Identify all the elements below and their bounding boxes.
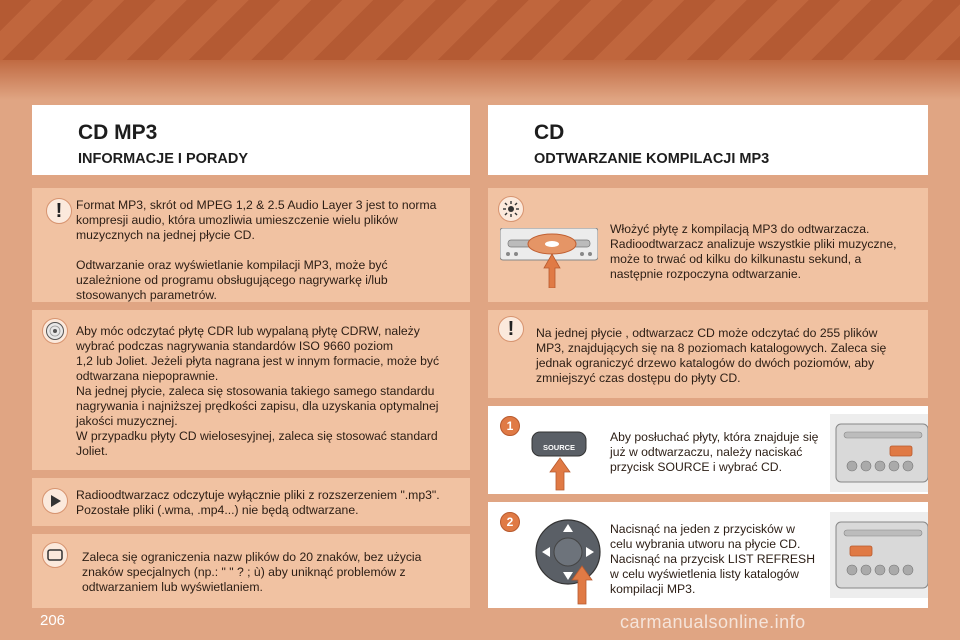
- right-header: [488, 105, 928, 175]
- info-section-file-limits: [488, 310, 928, 398]
- source-button-illustration: [530, 428, 588, 492]
- source-button-label: SOURCE: [542, 443, 576, 452]
- step-section-list-refresh: [488, 502, 928, 608]
- display-icon: [42, 542, 68, 568]
- section-text: Format MP3, skrót od MPEG 1,2 & 2.5 Audio Layer 3 jest to norma kompresji audio, która umozliwia umieszczenie wielu plików muzycznych na jednej płycie CD. Odtwarzanie oraz wyświetlanie kompilacji MP3, może być uzależnione od programu obsługującego nagrywarkę i/lub stosowanych parametrów.: [76, 198, 437, 302]
- info-section-mp3-format: [32, 188, 470, 302]
- section-text: Zaleca się ograniczenia nazw plików do 20 znaków, bez użycia znaków specjalnych (np.: " " ? ; ù) aby uniknąć problemów z odtwarzaniem lub wyświetlaniem.: [82, 550, 422, 594]
- exclamation-icon: !: [46, 198, 72, 224]
- section-text: Aby móc odczytać płytę CDR lub wypalaną płytę CDRW, należy wybrać podczas nagrywania standardów ISO 9660 poziom 1,2 lub Joliet. Jeżeli płyta nagrana jest w innym formacie, może być odtwarzana niepoprawnie. Na jednej płycie, zaleca się stosowania takiego samego standardu nagrywania i najniższej prędkości zapisu, dla uzyskania optymalnej jakości muzycznej. W przypadku płyty CD wielosesyjnej, zaleca się stosować standard Joliet.: [76, 324, 440, 458]
- section-text: Nacisnąć na jeden z przycisków w celu wybrania utworu na płycie CD. Nacisnąć na przycisk LIST REFRESH w celu wyświetlenia listy katalogów kompilacji MP3.: [610, 522, 815, 596]
- left-header-subtitle: INFORMACJE I PORADY: [78, 151, 248, 167]
- info-section-cdr-standards: [32, 310, 470, 470]
- left-header-title: CD MP3: [78, 121, 158, 144]
- section-text: Włożyć płytę z kompilacją MP3 do odtwarzacza. Radioodtwarzacz analizuje wszystkie pliki muzyczne, może to trwać od kilku do kilkunastu sekund, a następnie rozpoczyna odtwarzanie.: [610, 222, 897, 281]
- light-icon: [498, 196, 524, 222]
- step-number: 1: [500, 416, 520, 436]
- radio-panel-illustration: [830, 414, 928, 492]
- section-text: Radioodtwarzacz odczytuje wyłącznie pliki z rozszerzeniem ".mp3". Pozostałe pliki (.wma, .mp4...) nie będą odtwarzane.: [76, 488, 440, 517]
- step-number: 2: [500, 512, 520, 532]
- info-section-file-names: [32, 534, 470, 608]
- radio-panel-illustration: [830, 512, 928, 598]
- cd-disc-icon: [42, 318, 68, 344]
- right-header-title: CD: [534, 121, 565, 144]
- section-text: Aby posłuchać płyty, która znajduje się już w odtwarzaczu, należy naciskać przycisk SOURCE i wybrać CD.: [610, 430, 819, 474]
- right-header-subtitle: ODTWARZANIE KOMPILACJI MP3: [534, 151, 770, 167]
- watermark: carmanualsonline.info: [620, 612, 806, 632]
- info-section-insert-disc: [488, 188, 928, 302]
- exclamation-icon: !: [498, 316, 524, 342]
- navigation-pad-illustration: [534, 514, 604, 606]
- page-number: 206: [40, 612, 66, 629]
- left-header: [32, 105, 470, 175]
- cd-player-illustration: [500, 228, 598, 260]
- step-section-source: [488, 406, 928, 494]
- section-text: Na jednej płycie , odtwarzacz CD może odczytać do 255 plików MP3, znajdujących się na 8 poziomach katalogowych. Zaleca się jednak ograniczyć drzewo katalogów do dwóch poziomów, aby zmniejszyć czas dostępu do płyty CD.: [536, 326, 887, 385]
- info-section-mp3-extension: [32, 478, 470, 526]
- decorative-top-band: [0, 0, 960, 100]
- play-icon: [42, 488, 68, 514]
